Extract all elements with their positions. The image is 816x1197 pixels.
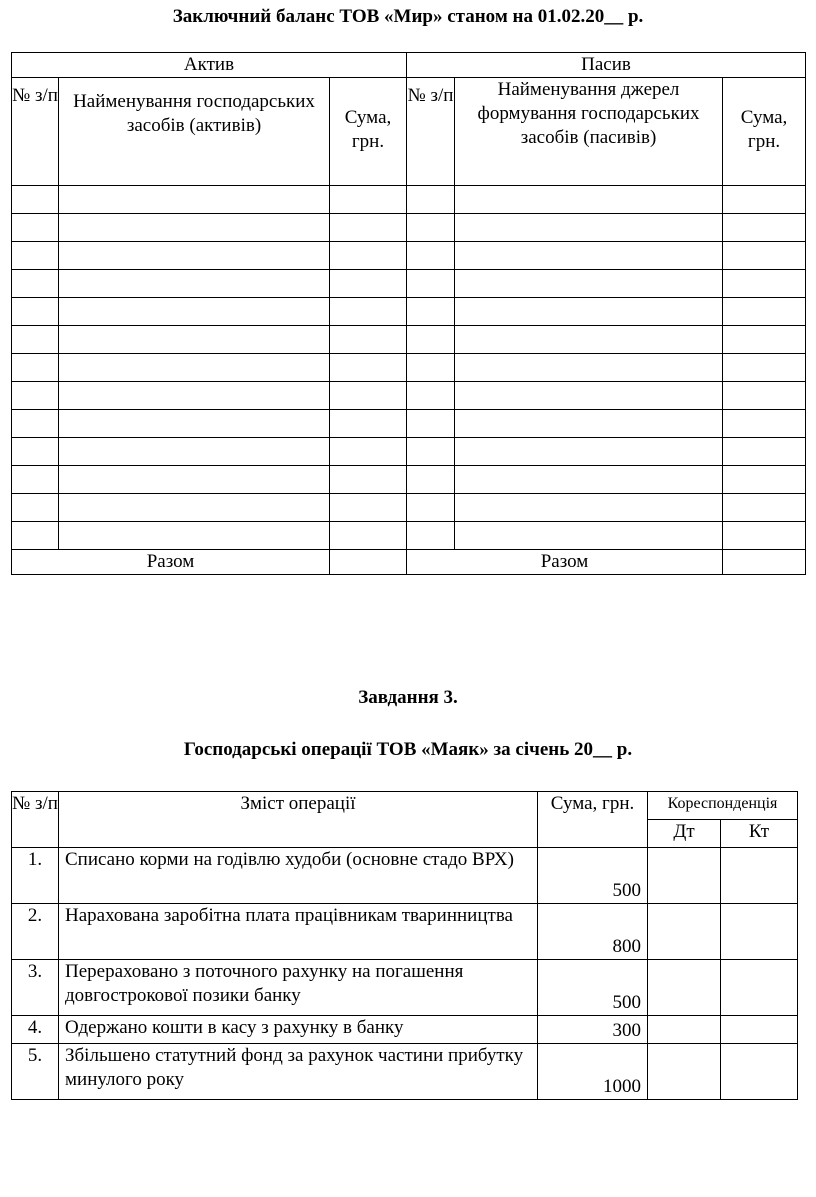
- ops-row-kt: [721, 960, 798, 1016]
- balance-empty-cell: [455, 438, 723, 466]
- ops-row-text: Одержано кошти в касу з рахунку в банку: [59, 1016, 538, 1044]
- balance-empty-cell: [330, 438, 407, 466]
- balance-empty-cell: [59, 270, 330, 298]
- balance-empty-cell: [455, 214, 723, 242]
- balance-empty-cell: [59, 354, 330, 382]
- balance-empty-cell: [59, 298, 330, 326]
- ops-col-dt: Дт: [648, 820, 721, 848]
- ops-row-kt: [721, 848, 798, 904]
- total-pasiv-sum: [723, 550, 806, 575]
- balance-empty-cell: [330, 410, 407, 438]
- balance-empty-cell: [330, 326, 407, 354]
- balance-empty-cell: [330, 354, 407, 382]
- task-subheading: Господарські операції ТОВ «Маяк» за січень 20__ р.: [183, 739, 633, 760]
- balance-empty-cell: [59, 522, 330, 550]
- col-no-aktiv: № з/п: [12, 78, 59, 186]
- balance-empty-row: [12, 494, 806, 522]
- ops-row-text: Списано корми на годівлю худоби (основне стадо ВРХ): [59, 848, 538, 904]
- balance-empty-cell: [330, 466, 407, 494]
- balance-empty-cell: [407, 242, 455, 270]
- ops-row-dt: [648, 1044, 721, 1100]
- balance-empty-cell: [12, 242, 59, 270]
- balance-empty-cell: [59, 382, 330, 410]
- balance-title: Заключний баланс ТОВ «Мир» станом на 01.02.20__ р.: [172, 6, 644, 27]
- balance-empty-cell: [723, 522, 806, 550]
- balance-empty-cell: [12, 270, 59, 298]
- ops-row-no: 2.: [12, 904, 59, 960]
- col-sum-pasiv: Сума, грн.: [723, 78, 806, 186]
- balance-empty-row: [12, 326, 806, 354]
- balance-empty-cell: [12, 466, 59, 494]
- balance-empty-cell: [455, 522, 723, 550]
- total-aktiv-sum: [330, 550, 407, 575]
- balance-empty-cell: [330, 522, 407, 550]
- balance-empty-cell: [407, 326, 455, 354]
- ops-row-sum: 500: [538, 848, 648, 904]
- ops-row-dt: [648, 848, 721, 904]
- balance-empty-cell: [455, 494, 723, 522]
- balance-empty-cell: [330, 298, 407, 326]
- balance-empty-cell: [12, 438, 59, 466]
- total-aktiv: Разом: [12, 550, 330, 575]
- balance-empty-cell: [12, 354, 59, 382]
- balance-empty-cell: [12, 410, 59, 438]
- ops-row-no: 1.: [12, 848, 59, 904]
- balance-empty-cell: [12, 382, 59, 410]
- pasiv-header: Пасив: [407, 53, 806, 78]
- balance-empty-cell: [407, 214, 455, 242]
- ops-row-kt: [721, 1016, 798, 1044]
- balance-empty-cell: [723, 298, 806, 326]
- balance-empty-row: [12, 186, 806, 214]
- balance-empty-row: [12, 522, 806, 550]
- balance-empty-cell: [723, 186, 806, 214]
- ops-row-dt: [648, 1016, 721, 1044]
- balance-empty-cell: [455, 466, 723, 494]
- balance-empty-row: [12, 466, 806, 494]
- balance-empty-cell: [59, 466, 330, 494]
- aktiv-header: Актив: [12, 53, 407, 78]
- balance-empty-row: [12, 382, 806, 410]
- balance-empty-cell: [59, 326, 330, 354]
- balance-empty-cell: [723, 354, 806, 382]
- ops-row: [12, 1016, 798, 1044]
- ops-col-no: № з/п: [12, 792, 59, 848]
- balance-empty-row: [12, 242, 806, 270]
- ops-col-content: Зміст операції: [59, 792, 538, 848]
- balance-empty-cell: [330, 270, 407, 298]
- balance-empty-cell: [407, 354, 455, 382]
- balance-empty-cell: [12, 326, 59, 354]
- ops-col-corr: Кореспонденція: [648, 792, 798, 820]
- ops-row-sum: 1000: [538, 1044, 648, 1100]
- balance-empty-cell: [723, 242, 806, 270]
- col-name-aktiv: Найменування господарських засобів (активів): [59, 78, 330, 186]
- ops-row-text: Перераховано з поточного рахунку на погашення довгострокової позики банку: [59, 960, 538, 1016]
- ops-row: [12, 904, 798, 960]
- balance-empty-row: [12, 298, 806, 326]
- balance-empty-cell: [455, 354, 723, 382]
- ops-col-kt: Кт: [721, 820, 798, 848]
- balance-empty-row: [12, 410, 806, 438]
- ops-row-text: Збільшено статутний фонд за рахунок частини прибутку минулого року: [59, 1044, 538, 1100]
- balance-empty-cell: [407, 186, 455, 214]
- balance-empty-row: [12, 270, 806, 298]
- balance-empty-row: [12, 438, 806, 466]
- balance-empty-cell: [330, 494, 407, 522]
- ops-row-dt: [648, 960, 721, 1016]
- balance-empty-cell: [723, 466, 806, 494]
- balance-empty-cell: [330, 242, 407, 270]
- balance-empty-cell: [723, 326, 806, 354]
- ops-row-sum: 500: [538, 960, 648, 1016]
- balance-empty-cell: [407, 298, 455, 326]
- balance-empty-cell: [330, 214, 407, 242]
- balance-empty-cell: [59, 494, 330, 522]
- balance-empty-cell: [455, 410, 723, 438]
- balance-empty-cell: [723, 214, 806, 242]
- ops-row-no: 4.: [12, 1016, 59, 1044]
- balance-empty-cell: [407, 270, 455, 298]
- ops-row: [12, 1044, 798, 1100]
- task-heading: Завдання 3.: [358, 687, 458, 708]
- ops-row-sum: 300: [538, 1016, 648, 1044]
- ops-col-sum: Сума, грн.: [538, 792, 648, 848]
- ops-row-kt: [721, 1044, 798, 1100]
- col-sum-aktiv: Сума, грн.: [330, 78, 407, 186]
- balance-empty-cell: [59, 410, 330, 438]
- balance-empty-cell: [12, 494, 59, 522]
- balance-empty-cell: [59, 242, 330, 270]
- balance-empty-cell: [407, 410, 455, 438]
- balance-empty-cell: [59, 214, 330, 242]
- balance-empty-cell: [330, 186, 407, 214]
- ops-row-sum: 800: [538, 904, 648, 960]
- balance-empty-cell: [723, 438, 806, 466]
- operations-table: [11, 791, 798, 1100]
- balance-empty-cell: [455, 242, 723, 270]
- balance-empty-cell: [455, 298, 723, 326]
- balance-empty-cell: [12, 186, 59, 214]
- ops-row-no: 5.: [12, 1044, 59, 1100]
- ops-row: [12, 960, 798, 1016]
- ops-row-dt: [648, 904, 721, 960]
- balance-empty-cell: [12, 522, 59, 550]
- balance-empty-cell: [59, 186, 330, 214]
- balance-empty-row: [12, 354, 806, 382]
- balance-empty-cell: [12, 214, 59, 242]
- ops-row: [12, 848, 798, 904]
- balance-empty-cell: [455, 382, 723, 410]
- balance-empty-cell: [407, 522, 455, 550]
- balance-empty-cell: [407, 466, 455, 494]
- total-pasiv: Разом: [407, 550, 723, 575]
- col-no-pasiv: № з/п: [407, 78, 455, 186]
- ops-row-no: 3.: [12, 960, 59, 1016]
- balance-empty-cell: [723, 270, 806, 298]
- balance-empty-cell: [723, 494, 806, 522]
- balance-empty-cell: [723, 410, 806, 438]
- col-name-pasiv: Найменування джерел формування господарських засобів (пасивів): [455, 78, 723, 186]
- balance-table: [11, 52, 806, 575]
- balance-empty-cell: [407, 438, 455, 466]
- balance-empty-cell: [455, 326, 723, 354]
- balance-empty-cell: [455, 270, 723, 298]
- balance-empty-cell: [723, 382, 806, 410]
- ops-row-text: Нарахована заробітна плата працівникам тваринництва: [59, 904, 538, 960]
- balance-empty-cell: [12, 298, 59, 326]
- balance-empty-cell: [407, 382, 455, 410]
- ops-row-kt: [721, 904, 798, 960]
- balance-empty-cell: [455, 186, 723, 214]
- balance-empty-row: [12, 214, 806, 242]
- balance-empty-cell: [330, 382, 407, 410]
- balance-empty-cell: [59, 438, 330, 466]
- balance-empty-cell: [407, 494, 455, 522]
